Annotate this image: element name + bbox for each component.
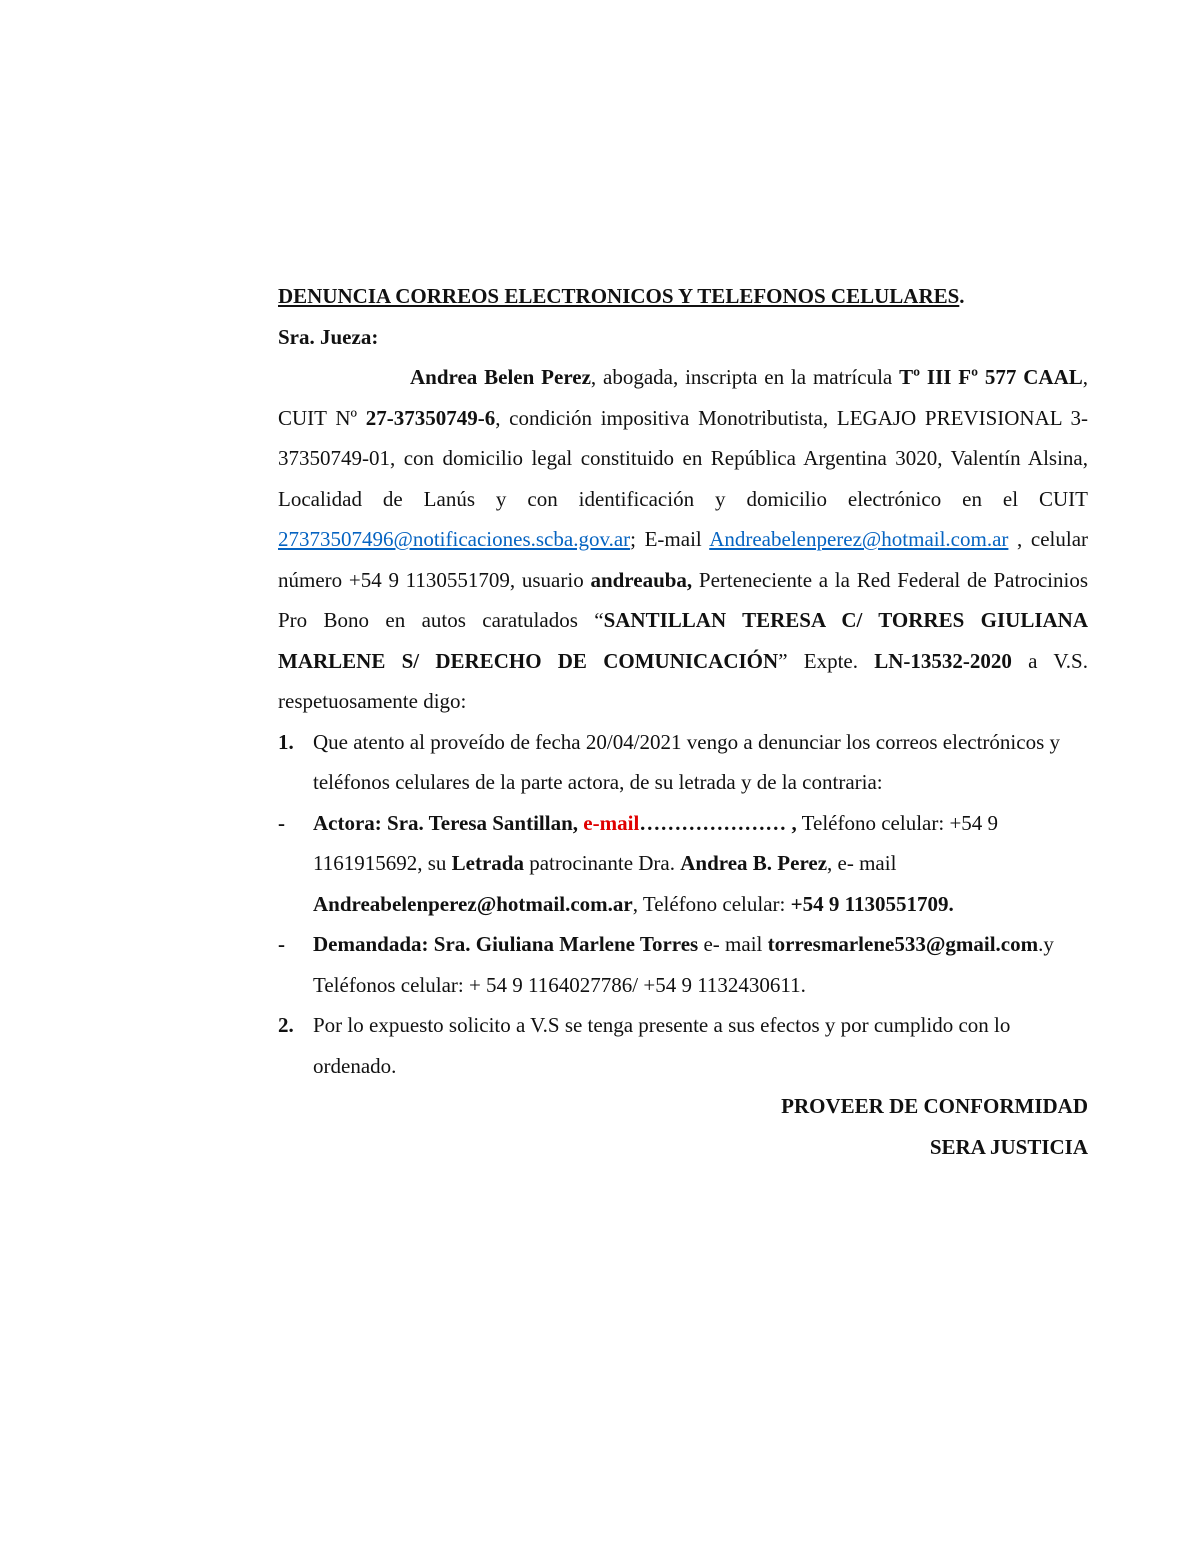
cuit: 27-37350749-6 xyxy=(365,405,496,430)
list-marker: 1. xyxy=(278,729,294,754)
demandada-label: Demandada: Sra. Giuliana Marlene Torres xyxy=(313,932,699,956)
case-caption: SANTILLAN TERESA C/ TORRES GIULIANA MARLENE S/ DERECHO DE COMUNICACIÓN xyxy=(278,608,1088,673)
actora-label: Actora: Sra. Teresa Santillan, xyxy=(313,810,579,835)
list-item-1 xyxy=(278,722,1088,803)
document-title: DENUNCIA CORREOS ELECTRONICOS Y TELEFONOS CELULARES. xyxy=(278,284,965,308)
demandada-item: - Demandada: Sra. Giuliana Marlene Torres e- mail torresmarlene533@gmail.com.y Teléfonos celular: + 54 9 1164027786/ +54 9 1132430611. xyxy=(278,924,1088,1005)
matricula: Tº III Fº 577 CAAL xyxy=(899,365,1083,389)
dash-marker: - xyxy=(278,810,285,835)
letrada-name: Andrea B. Perez xyxy=(680,851,828,875)
list-item-text: Por lo expuesto solicito a V.S se tenga presente a sus efectos y por cumplido con lo ordenado. xyxy=(313,1013,1011,1078)
salutation: Sra. Jueza: xyxy=(278,324,379,349)
demandada-email: torresmarlene533@gmail.com xyxy=(767,932,1039,956)
document-body xyxy=(278,276,1088,1167)
username: andreauba, xyxy=(590,567,693,592)
closing-line-1: PROVEER DE CONFORMIDAD xyxy=(781,1094,1088,1118)
dash-marker: - xyxy=(278,932,285,956)
closing-line-2: SERA JUSTICIA xyxy=(929,1134,1088,1159)
letrada-email: Andreabelenperez@hotmail.com.ar xyxy=(313,891,633,916)
lawyer-name: Andrea Belen Perez xyxy=(410,365,591,389)
actora-email-label: e-mail xyxy=(578,810,640,835)
list-item-2 xyxy=(278,1005,1088,1086)
notification-email-link[interactable]: 27373507496@notificaciones.scba.gov.ar xyxy=(278,527,631,551)
actora-item: - Actora: Sra. Teresa Santillan, e-mail………………… , Teléfono celular: +54 9 1161915692, su Letrada patrocinante Dra. Andrea B. Perez, e- mail Andreabelenperez@hotmail.com.ar, Teléfono celular: +54 9 1130551709. xyxy=(278,803,1088,925)
list-item-text: Que atento al proveído de fecha 20/04/2021 vengo a denunciar los correos electrónicos y teléfonos celulares de la parte actora, de su letrada y de la contraria: xyxy=(313,729,1060,794)
case-number: LN-13532-2020 xyxy=(874,648,1012,673)
list-marker: 2. xyxy=(278,1013,294,1037)
letrada-phone: +54 9 1130551709. xyxy=(790,891,954,916)
lawyer-email-link[interactable]: Andreabelenperez@hotmail.com.ar xyxy=(709,527,1009,551)
intro-paragraph: Andrea Belen Perez, abogada, inscripta en la matrícula Tº III Fº 577 CAAL, CUIT Nº 27-37350749-6, condición impositiva Monotributista, LEGAJO PREVISIONAL 3-37350749-01, con domicilio legal constituido en República Argentina 3020, Valentín Alsina, Localidad de Lanús y con identificación y domicilio electrónico en el CUIT 27373507496@notificaciones.scba.gov.ar; E-mail Andreabelenperez@hotmail.com.ar , celular número +54 9 1130551709, usuario andreauba, Perteneciente a la Red Federal de Patrocinios Pro Bono en autos caratulados “SANTILLAN TERESA C/ TORRES GIULIANA MARLENE S/ DERECHO DE COMUNICACIÓN” Expte. LN-13532-2020 a V.S. respetuosamente digo: xyxy=(278,365,1089,713)
